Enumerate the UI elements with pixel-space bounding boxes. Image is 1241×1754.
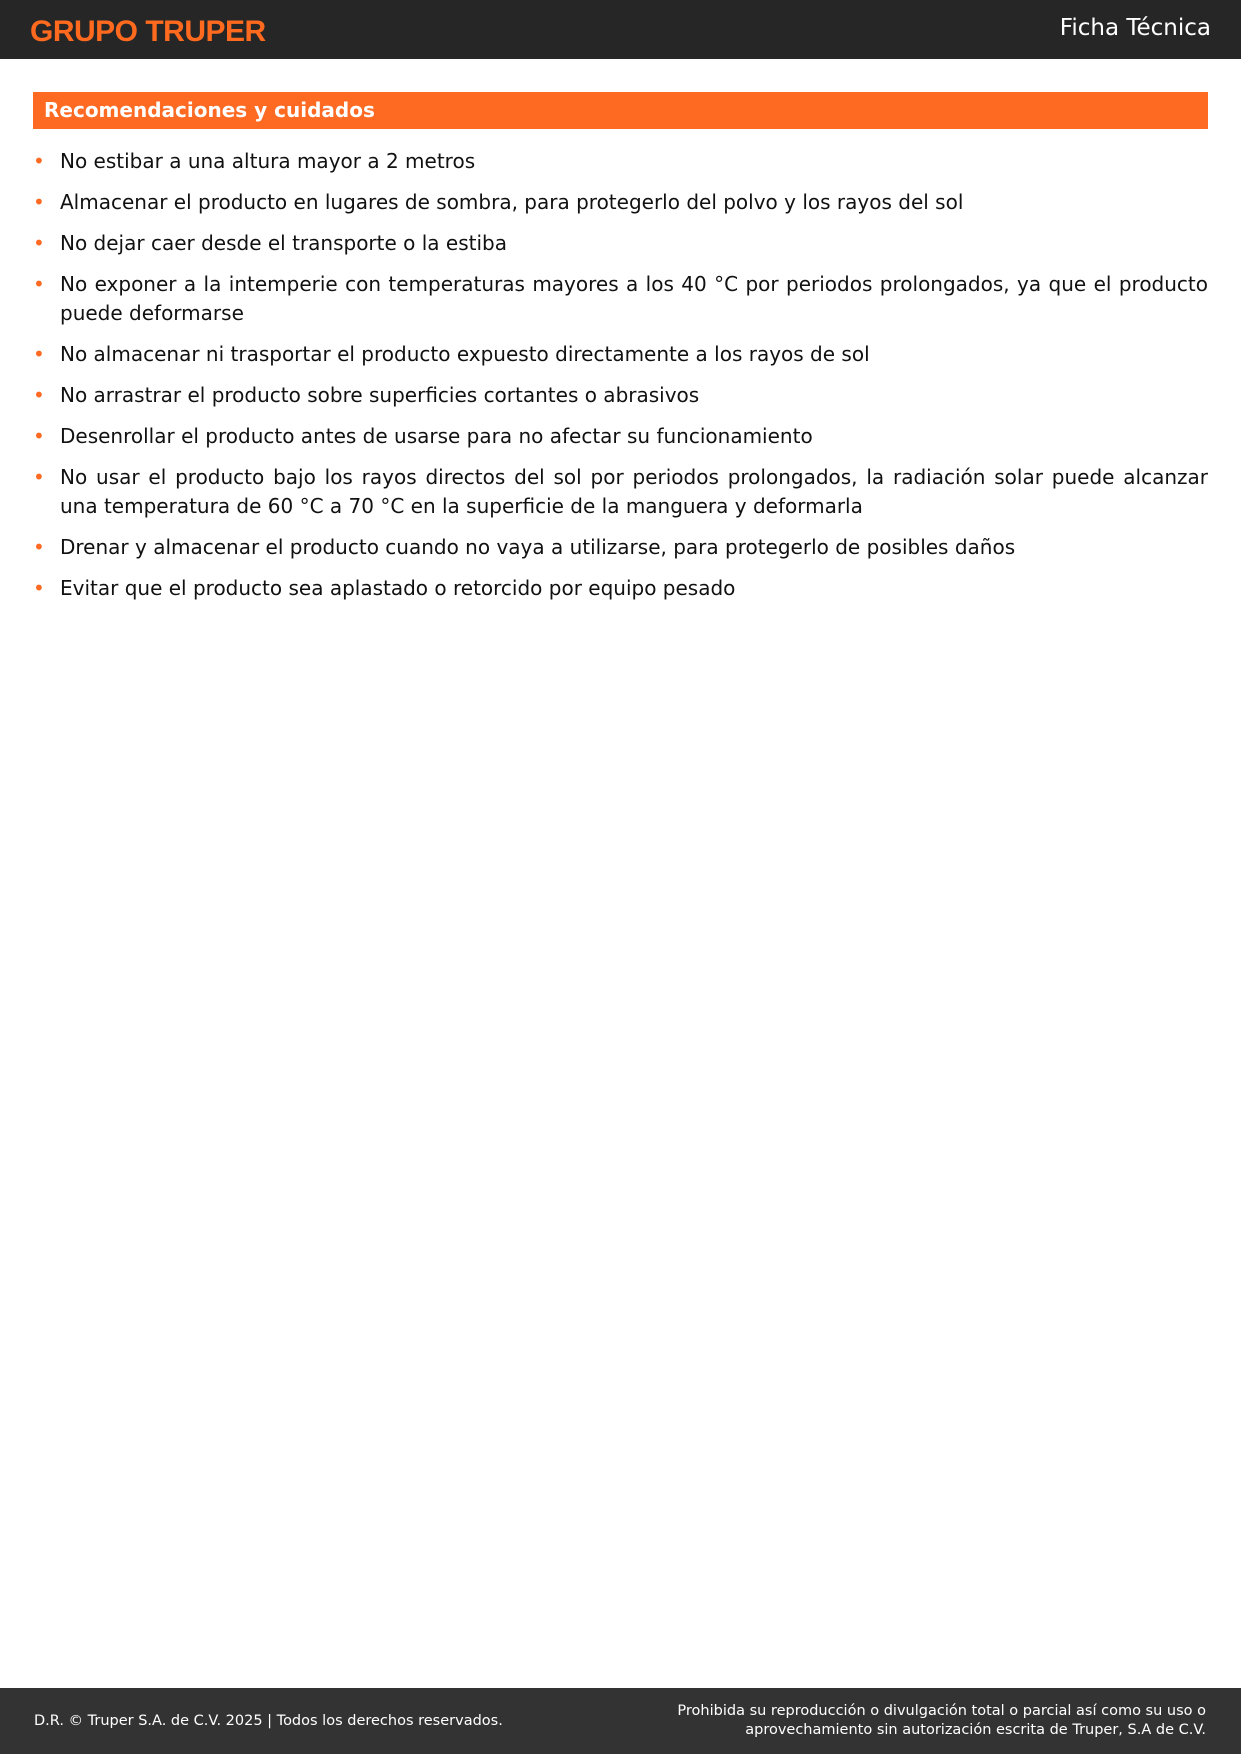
bullet-icon: •: [33, 576, 45, 600]
list-item-text: No usar el producto bajo los rayos directos del sol por periodos prolongados, la radiación solar puede alcanzar una temperatura de 60 °C a 70 °C en la superficie de la manguera y deformarla: [60, 465, 1208, 518]
bullet-icon: •: [33, 535, 45, 559]
list-item-text: No estibar a una altura mayor a 2 metros: [60, 149, 476, 173]
page-footer: [0, 1688, 1241, 1754]
page-header: [0, 0, 1241, 59]
list-item: [33, 422, 1208, 451]
recommendations-list: [33, 147, 1208, 615]
bullet-icon: •: [33, 272, 45, 296]
brand-logo: GRUPO TRUPER: [30, 15, 266, 48]
legal-notice-line: Prohibida su reproducción o divulgación total o parcial así como su uso o: [677, 1703, 1206, 1719]
list-item: [33, 188, 1208, 217]
list-item: [33, 340, 1208, 369]
list-item-text: No almacenar ni trasportar el producto expuesto directamente a los rayos de sol: [60, 342, 870, 366]
list-item-text: Almacenar el producto en lugares de sombra, para protegerlo del polvo y los rayos del sol: [60, 190, 964, 214]
list-item: [33, 574, 1208, 603]
bullet-icon: •: [33, 342, 45, 366]
list-item: [33, 463, 1208, 521]
list-item: [33, 229, 1208, 258]
list-item-text: No arrastrar el producto sobre superficies cortantes o abrasivos: [60, 383, 700, 407]
list-item: [33, 270, 1208, 328]
section-header-bar: [33, 92, 1208, 129]
list-item-text: Evitar que el producto sea aplastado o retorcido por equipo pesado: [60, 576, 736, 600]
bullet-icon: •: [33, 383, 45, 407]
legal-notice-line: aprovechamiento sin autorización escrita de Truper, S.A de C.V.: [745, 1722, 1206, 1738]
section-title: Recomendaciones y cuidados: [44, 98, 375, 122]
list-item-text: No dejar caer desde el transporte o la estiba: [60, 231, 507, 255]
copyright-notice: D.R. © Truper S.A. de C.V. 2025 | Todos los derechos reservados.: [34, 1713, 503, 1729]
list-item-text: Desenrollar el producto antes de usarse para no afectar su funcionamiento: [60, 424, 813, 448]
bullet-icon: •: [33, 190, 45, 214]
list-item-text: No exponer a la intemperie con temperaturas mayores a los 40 °C por periodos prolongados, ya que el producto puede deformarse: [60, 272, 1208, 325]
list-item-text: Drenar y almacenar el producto cuando no vaya a utilizarse, para protegerlo de posibles daños: [60, 535, 1016, 559]
list-item: [33, 147, 1208, 176]
legal-notice: [677, 1702, 1206, 1740]
list-item: [33, 533, 1208, 562]
document-type-label: Ficha Técnica: [1059, 15, 1211, 41]
list-item: [33, 381, 1208, 410]
bullet-icon: •: [33, 424, 45, 448]
bullet-icon: •: [33, 231, 45, 255]
bullet-icon: •: [33, 149, 45, 173]
bullet-icon: •: [33, 465, 45, 489]
